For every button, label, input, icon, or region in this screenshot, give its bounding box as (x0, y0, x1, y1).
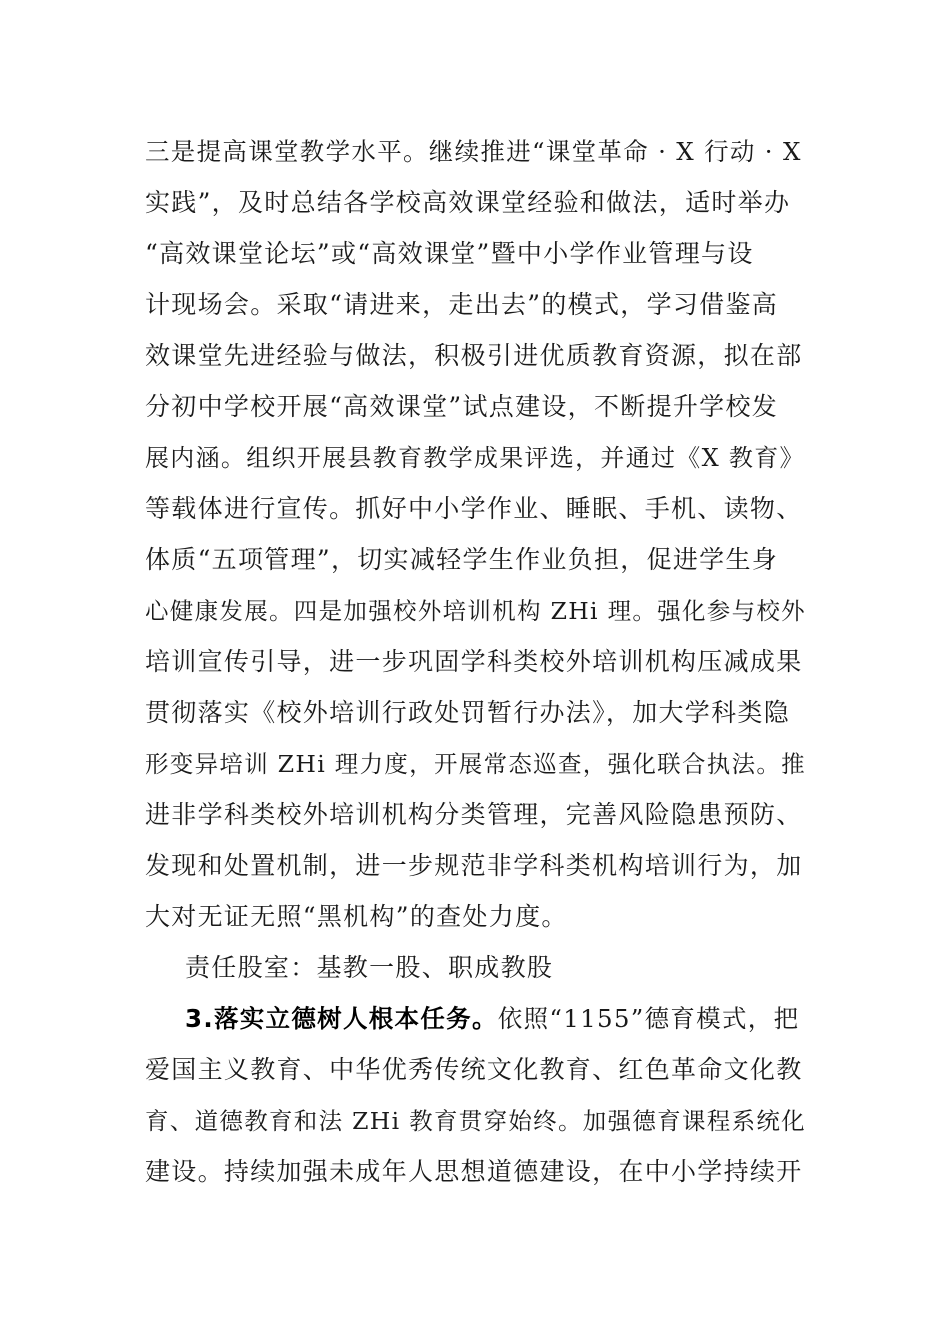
paragraph-line: 心健康发展。四是加强校外培训机构 ZHi 理。强化参与校外 (145, 597, 806, 625)
paragraph-line: “高效课堂论坛”或“高效课堂”暨中小学作业管理与设 (145, 239, 754, 268)
responsible-office-line: 责任股室：基教一股、职成教股 (185, 953, 554, 982)
paragraph-line: 等载体进行宣传。抓好中小学作业、睡眠、手机、读物、 (145, 494, 803, 523)
paragraph-line: 形变异培训 ZHi 理力度，开展常态巡查，强化联合执法。推 (145, 750, 806, 778)
paragraph-line: 大对无证无照“黑机构”的查处力度。 (145, 902, 568, 931)
paragraph-line: 计现场会。采取“请进来，走出去”的模式，学习借鉴高 (145, 290, 779, 319)
paragraph-line: 分初中学校开展“高效课堂”试点建设，不断提升学校发 (145, 392, 779, 421)
paragraph-line: 贯彻落实《校外培训行政处罚暂行办法》，加大学科类隐 (145, 698, 791, 727)
paragraph-line: 育、道德教育和法 ZHi 教育贯穿始终。加强德育课程系统化 (145, 1107, 806, 1135)
paragraph-line: 建设。持续加强未成年人思想道德建设，在中小学持续开 (145, 1157, 803, 1186)
paragraph-line: 效课堂先进经验与做法，积极引进优质教育资源，拟在部 (145, 341, 803, 370)
paragraph-line: 体质“五项管理”，切实减轻学生作业负担，促进学生身 (145, 545, 779, 574)
paragraph-line: 展内涵。组织开展县教育教学成果评选，并通过《X 教育》 (145, 444, 805, 472)
section-3-first-line-text: 依照“1155”德育模式，把 (497, 1004, 800, 1033)
paragraph-line: 发现和处置机制，进一步规范非学科类机构培训行为，加 (145, 851, 803, 880)
section-3-heading: 3.落实立德树人根本任务。 (185, 1004, 498, 1033)
paragraph-line: 进非学科类校外培训机构分类管理，完善风险隐患预防、 (145, 800, 803, 829)
paragraph-line: 三是提高课堂教学水平。继续推进“课堂革命 · X 行动 · X (145, 137, 802, 166)
paragraph-line: 实践”，及时总结各学校高效课堂经验和做法，适时举办 (145, 188, 791, 217)
section-3-first-line (185, 993, 799, 1045)
paragraph-line: 培训宣传引导，进一步巩固学科类校外培训机构压减成果 (145, 647, 803, 676)
paragraph-line: 爱国主义教育、中华优秀传统文化教育、红色革命文化教 (145, 1055, 803, 1084)
